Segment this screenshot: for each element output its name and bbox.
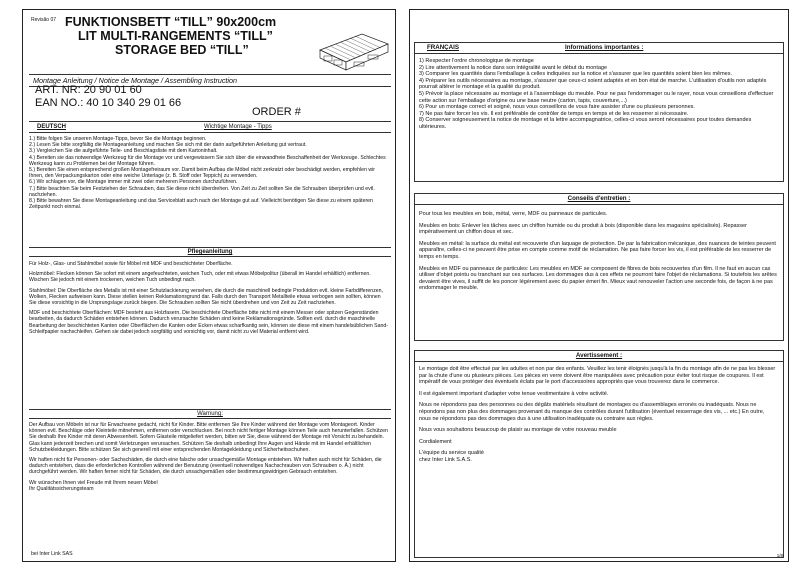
paragraph: Meubles en métal: la surface du métal est recouverte d'un laquage de protection. De par la fabrication mécanique, des nuances de teintes peuvent apparaître, celles-ci ne peuvent être prise en compte comme motif de réclamation. Ne pas faire forcer les vis, il est préférable de les resserrer de temps en temps. — [419, 240, 776, 260]
paragraph: L'équipe du service qualité chez Inter Link S.A.S. — [419, 450, 484, 463]
storage-bed-illustration — [316, 24, 390, 72]
paragraph: Für Holz-, Glas- und Stahlmöbel sowie für Möbel mit MDF und beschichteter Oberfläche. — [29, 261, 233, 267]
list-item: 2.) Lesen Sie bitte sorgfältig die Montageanleitung und machen Sie sich mit der darin aufgeführten Anleitung gut vertraut. — [29, 142, 307, 149]
article-number: ART. NR: 20 90 01 60 — [35, 84, 142, 96]
list-item: 8.) Bitte bewahren Sie diese Montageanleitung und das Serviceblatt auch nach der Montage gut auf. Vielleicht benötigen Sie diese zu einem späteren Zeitpunkt noch einmal. — [29, 198, 373, 211]
care-heading: Pflegeanleitung — [187, 249, 233, 255]
title-line-fr: LIT MULTI-RANGEMENTS “TILL” — [78, 29, 273, 43]
paragraph: Cordialement — [419, 438, 452, 445]
paragraph: Wir wünschen Ihnen viel Freude mit Ihrem neuen Möbel Ihr Qualitätssicherungsteam — [29, 479, 158, 492]
info-list — [419, 58, 775, 131]
footer-company: bei Inter Link SAS — [31, 551, 73, 557]
paragraph: Le montage doit être effectué par les adultes et non par des enfants. Veuillez les tenir éloignés jusqu'à la fin du montage afin de ne pas les blesser par la chute d'une ou plusieurs pièces. Les pièces en verre doivent être manipulées avec précaution pour éviter tout risque de coupures. Il est impératif de vous protéger des éventuels éclats par le port d'accessoires appropriés que vous trouverez dans le commerce. — [419, 366, 776, 386]
list-item: 4) Préparer les outils nécessaires au montage, s'assurer que ceux-ci soient adaptés et en bon état de marche. L'utilisation d'outils non adaptés pourrait altérer le montage et la qualité du produit. — [419, 77, 767, 91]
german-panel — [22, 9, 396, 562]
section-header-deutsch — [29, 121, 391, 133]
paragraph: Wir haften nicht für Personen- oder Sachschäden, die durch eine falsche oder unsachgemäße Montage entstehen. Wir haften auch nicht für Schäden, die dadurch entstehen, dass die erforderlichen Kontrollen während der Benutzung (eventuell notwendiges Nachschrauben von Schrauben o. Ä.) nicht durchgeführt werden. Wir haften ferner nicht für Schäden, die durch unsachgemäßen oder bestimmungswidrigen Gebrauch entstehen. — [29, 457, 382, 476]
care-box — [414, 193, 784, 341]
care-text — [419, 211, 777, 292]
warning-heading-bar — [29, 409, 391, 419]
warning-heading: Avertissement : — [575, 352, 623, 359]
list-item: 8) Conserver soigneusement la notice de montage et la lettre accompagnatrice, celles-ci vous seront nécessaires pour toutes demandes ultérieures. — [419, 117, 752, 130]
paragraph: MDF und beschichtete Oberflächen: MDF besteht aus Holzfasern. Die beschichtete Oberfläche bitte nicht mit einem Messer oder spitzen Gegenständen bearbeiten, da dadurch Schäden entstehen können. Dadurch verursachte Schäden sind keine Reklamationsgründe. Sollten evtl. durch die maschinelle Bearbeitung der beschichteten Kanten oder Oberflächen die Kanten oder Ecken etwas scharfkantig sein, können sie diese mit einem handelsüblichen Sand-Schleifpapier nachschleifen. Gehen sie dabei jedoch sorgfältig und vorsichtig vor, damit nicht zu viel Material entfernt wird. — [29, 310, 389, 335]
list-item: 2) Lire attentivement la notice dans son intégralité avant le début du montage — [419, 64, 608, 71]
paragraph: Nous vous souhaitons beaucoup de plaisir au montage de votre nouveau meuble — [419, 427, 617, 434]
subtitle: Montage Anleitung / Notice de Montage / Assembling Instruction — [29, 74, 391, 87]
list-item: 3) Comparer les quantités dans l'emballage à celles indiquées sur la notice et s'assurer que les quantités soient bien les mêmes. — [419, 71, 733, 78]
paragraph: Holzmöbel: Flecken können Sie sofort mit einem angefeuchteten, weichen Tuch, oder mit etwas Möbelpolitur (überall im Handel erhältlich) entfernen. Wischen Sie jedoch mit einem trockenen, weichen Tuch unbedingt nach. — [29, 271, 371, 284]
warning-text — [29, 422, 389, 492]
care-text — [29, 261, 389, 335]
paragraph: Nous ne répondons pas des personnes ou des dégâts matériels résultant de montages ou d'assemblages erronés ou inadéquats. Nous ne répondons pas non plus des dommages provenant du manque des contrôles durant l'utilisation (éventuel resserrage des vis, ... etc.) En outre, nous ne répondons pas des dommages dus à une utilisation inadéquate ou contraire aux règles. — [419, 402, 765, 422]
paragraph: Pour tous les meubles en bois, métal, verre, MDF ou panneaux de particules. — [419, 211, 608, 217]
revision-label: Revisão 07 — [31, 17, 57, 23]
paragraph: Meubles en bois: Enlever les tâches avec un chiffon humide ou du produit à bois (disponible dans les magasins spécialisés). Repasser impérativement un chiffon doux et sec. — [419, 222, 747, 236]
warning-heading: Warnung: — [197, 411, 223, 417]
tips-heading: Wichtige Montage - Tipps — [204, 124, 272, 130]
info-heading: Informations importantes : — [565, 44, 644, 51]
language-label: FRANÇAIS — [427, 44, 459, 51]
warning-text — [419, 366, 777, 464]
paragraph: Der Aufbau von Möbeln ist nur für Erwachsene gedacht, nicht für Kinder. Bitte entfernen Sie Ihre Kinder während der Montage vom Montageort. Kinder können evtl. Beschläge oder Kleinteile mitnehmen, entfernen oder verschlucken. Bei noch nicht fertiger Montage können Teile auch herunterfallen. Schützen Sie deshalb Ihre Kinder mit deren Abwesenheit. Sofern Glasteile mitgeliefert werden, bitten wir Sie, diese während der Montage mit Vorsicht zu behandeln. Glas kann jederzeit brechen und somit Verletzungen verursachen. Schützen Sie deshalb unbedingt Ihre Augen und Hände mit im Handel erhältlichen Schutzbekleidungen. Bitte schützen Sie sich generell mit einer entsprechenden Montagekleidung und Sicherheitsschuhen. — [29, 422, 388, 453]
language-label: DEUTSCH — [37, 124, 67, 130]
list-item: 6.) Wir schlagen vor, die Montage immer mit zwei oder mehreren Personen durchzuführen. — [29, 179, 238, 186]
paragraph: Meubles en MDF ou panneaux de particules: Les meubles en MDF se composent de fibres de bois recouvertes d'un film. Il ne faut en aucun cas utiliser d'objet pointu ou tranchant sur ces surfaces. Les dommages dus à ces effets ne pourront faire l'objet de réclamations. Si toutefois les arêtes devaient être vives, il suffit de les poncer légèrement avec du papier émeri fin. Mieux vaut renouveler l'action une seconde fois, de façon à ne pas endommager le meuble. — [419, 265, 777, 292]
info-box — [414, 42, 784, 182]
list-item: 3.) Vergleichen Sie die aufgeführte Teile- und Beschlagsliste mit dem Kartoninhalt. — [29, 148, 218, 155]
list-item: 1) Respecter l'ordre chronologique de montage — [419, 58, 534, 64]
care-heading: Conseils d'entretien : — [567, 195, 631, 202]
page-number: 1/8 — [776, 553, 783, 558]
french-panel — [409, 9, 789, 562]
paragraph: Stahlmöbel: Die Oberfläche des Metalls ist mit einer Schutzlackierung versehen, die durch die maschinell bedingte Produktion evtl. kleine Farbdifferenzen, Wolken, Flecken aufweisen kann. Diese stellen keinen Reklamationsgrund dar. Falls durch den Transport Metallteile etwas verbogen sein sollten, können Sie diese vorsichtig in die Ursprungslage zurück biegen. Die Schrauben sollten Sie nicht überdrehen und von Zeit zu Zeit nachziehen. — [29, 287, 383, 307]
title-line-de: FUNKTIONSBETT “TILL” 90x200cm — [65, 15, 277, 29]
tips-list — [29, 136, 389, 210]
list-item: 5.) Bereiten Sie einen entsprechend großen Montagefreiraum vor. Damit beim Aufbau die Möbel nicht zerkratzt oder beschädigt werden, empfehlen wir Ihnen, den Verpackungskarton oder eine weiche Unterlage (z. B. Stoff oder Teppich) zu verwenden. — [29, 167, 376, 180]
warning-box — [414, 350, 784, 558]
list-item: 7) Ne pas faire forcer les vis. Il est préférable de contrôler de temps en temps et de les resserrer si nécessaire. — [419, 110, 689, 117]
care-heading-bar — [29, 247, 391, 257]
title-line-en: STORAGE BED “TILL” — [115, 43, 249, 57]
list-item: 1.) Bitte folgen Sie unseren Montage-Tipps, bevor Sie die Montage beginnen. — [29, 136, 207, 142]
list-item: 5) Prévoir la place nécessaire au montage et à l'assemblage du meuble. Pour ne pas l'endommager ou le rayer, nous vous conseillons d'effectuer cette action sur l'emballage d'origine ou une base neutre (carton, tapis, couverture,...) — [419, 90, 774, 104]
paragraph: Il est également important d'adapter votre tenue vestimentaire à votre activité. — [419, 390, 609, 397]
list-item: 6) Pour un montage correct et soigné, nous vous conseillons de vous faire assister d'une ou plusieurs personnes. — [419, 104, 695, 111]
ean-number: EAN NO.: 40 10 340 29 01 66 — [35, 97, 182, 109]
order-label: ORDER # — [252, 106, 301, 118]
list-item: 7.) Bitte beachten Sie beim Festziehen der Schrauben, das Sie diese nicht überdrehen. Von Zeit zu Zeit sollten Sie die Schrauben überprüfen und evtl. nachziehen. — [29, 185, 375, 198]
list-item: 4.) Bereiten sie das notwendige Werkzeug für die Montage vor und vergewissern Sie sich über die einwandfreie Beschaffenheit der Werkzeuge. Schlechtes Werkzeug kann zu Problemen bei der Montage führen. — [29, 154, 386, 167]
